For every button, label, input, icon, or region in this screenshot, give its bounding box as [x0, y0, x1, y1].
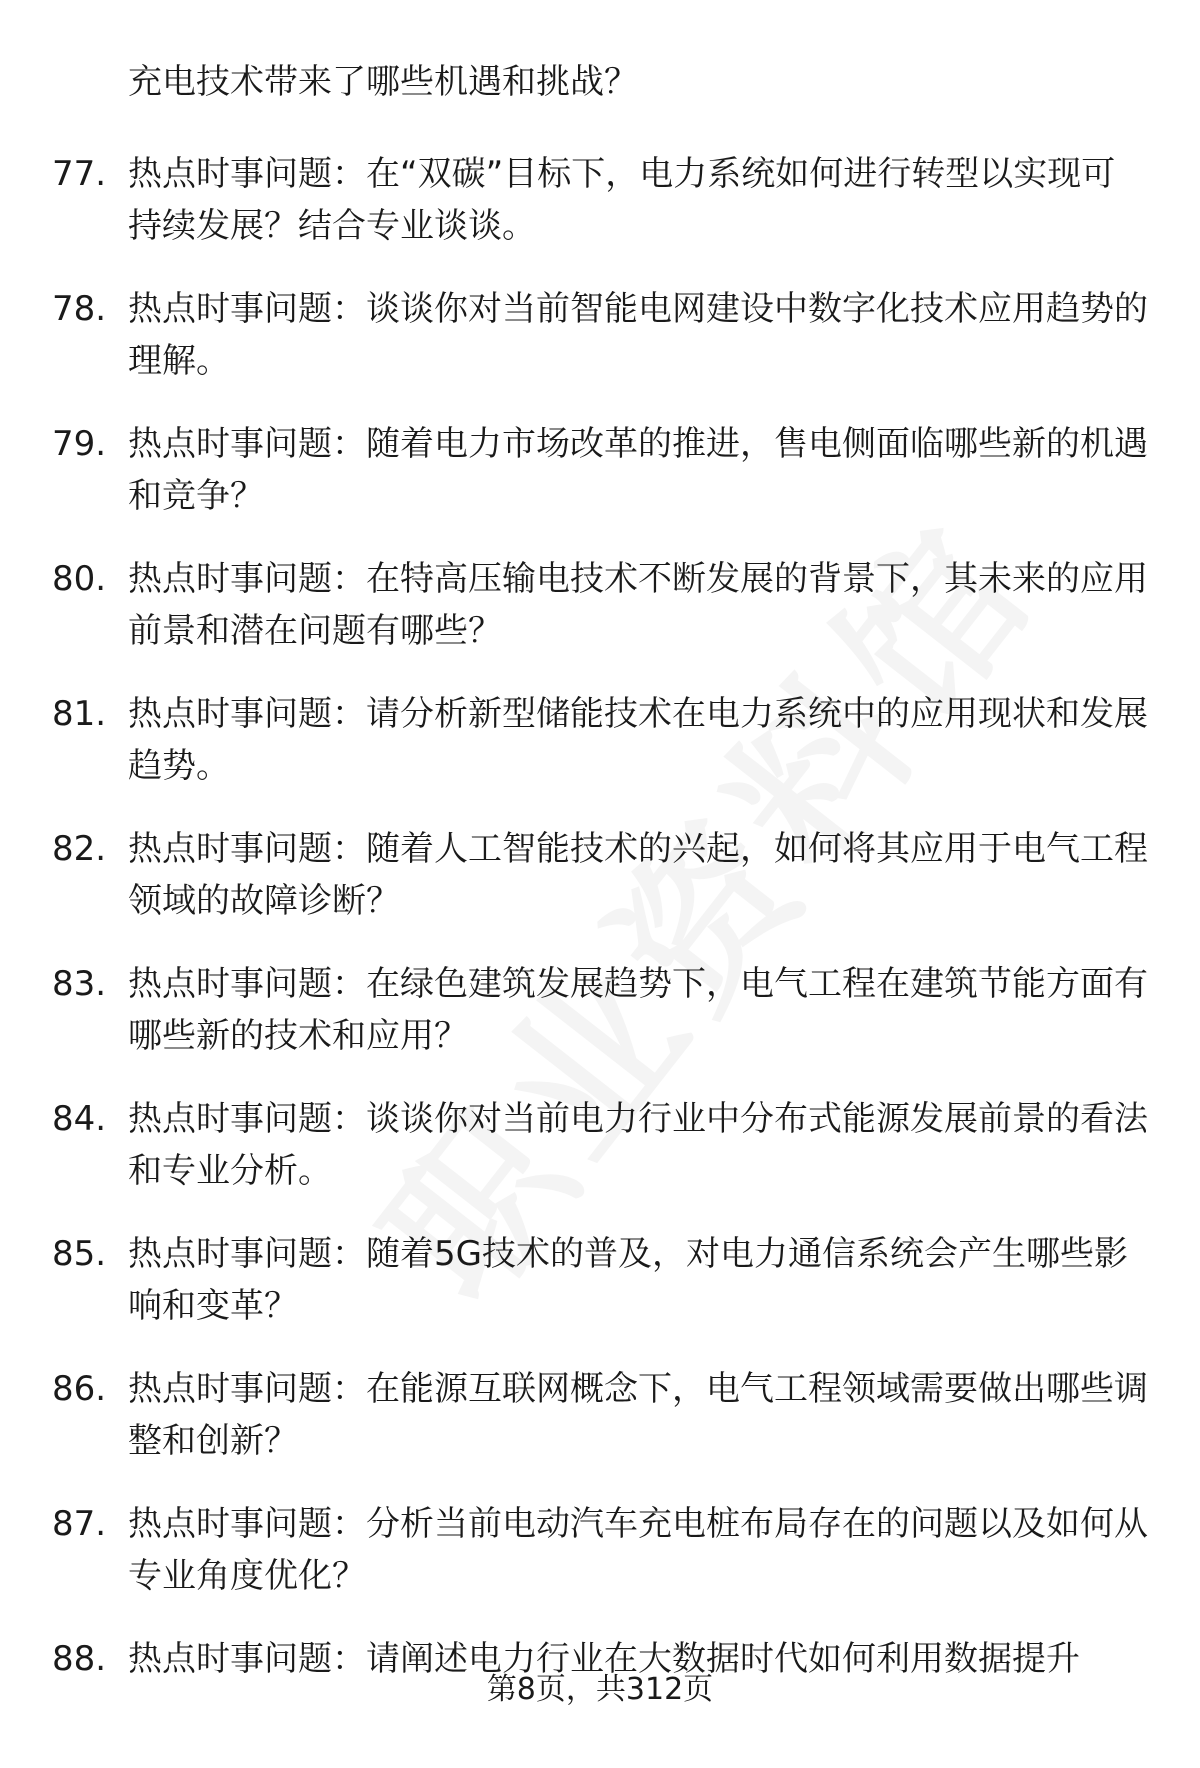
list-item	[0, 418, 1200, 553]
item-number: 80.	[52, 559, 107, 599]
item-text: 热点时事问题：在能源互联网概念下，电气工程领域需要做出哪些调整和创新？	[128, 1369, 1148, 1461]
item-number: 82.	[52, 829, 107, 869]
list-item	[0, 148, 1200, 283]
item-text: 热点时事问题：随着人工智能技术的兴起，如何将其应用于电气工程领域的故障诊断？	[128, 829, 1148, 921]
item-text: 热点时事问题：请分析新型储能技术在电力系统中的应用现状和发展趋势。	[128, 694, 1148, 786]
list-item	[0, 1363, 1200, 1498]
item-number: 83.	[52, 964, 107, 1004]
item-number: 81.	[52, 694, 107, 734]
question-list	[0, 148, 1200, 1768]
page-footer: 第8页，共312页	[486, 1672, 714, 1707]
item-text: 热点时事问题：在“双碳”目标下，电力系统如何进行转型以实现可持续发展？结合专业谈谈。	[128, 154, 1116, 246]
item-text: 热点时事问题：谈谈你对当前智能电网建设中数字化技术应用趋势的理解。	[128, 289, 1148, 381]
item-text: 热点时事问题：在特高压输电技术不断发展的背景下，其未来的应用前景和潜在问题有哪些？	[128, 559, 1148, 651]
item-number: 77.	[52, 154, 107, 194]
list-item	[0, 283, 1200, 418]
list-item	[0, 1228, 1200, 1363]
list-item	[0, 1093, 1200, 1228]
item-text: 热点时事问题：请阐述电力行业在大数据时代如何利用数据提升	[128, 1639, 1080, 1679]
item-number: 84.	[52, 1099, 107, 1139]
item-text: 热点时事问题：在绿色建筑发展趋势下，电气工程在建筑节能方面有哪些新的技术和应用？	[128, 964, 1148, 1056]
list-item	[0, 1498, 1200, 1633]
item-number: 85.	[52, 1234, 107, 1274]
item-number: 88.	[52, 1639, 107, 1679]
item-text: 热点时事问题：分析当前电动汽车充电桩布局存在的问题以及如何从专业角度优化？	[128, 1504, 1148, 1596]
item-number: 86.	[52, 1369, 107, 1409]
item-number: 79.	[52, 424, 107, 464]
list-item	[0, 553, 1200, 688]
continuation-text: 充电技术带来了哪些机遇和挑战？	[128, 62, 638, 102]
list-item	[0, 958, 1200, 1093]
list-item	[0, 688, 1200, 823]
item-text: 热点时事问题：随着5G技术的普及，对电力通信系统会产生哪些影响和变革？	[128, 1234, 1128, 1326]
item-text: 热点时事问题：谈谈你对当前电力行业中分布式能源发展前景的看法和专业分析。	[128, 1099, 1148, 1191]
list-item	[0, 823, 1200, 958]
item-number: 78.	[52, 289, 107, 329]
item-text: 热点时事问题：随着电力市场改革的推进，售电侧面临哪些新的机遇和竞争？	[128, 424, 1148, 516]
item-number: 87.	[52, 1504, 107, 1544]
